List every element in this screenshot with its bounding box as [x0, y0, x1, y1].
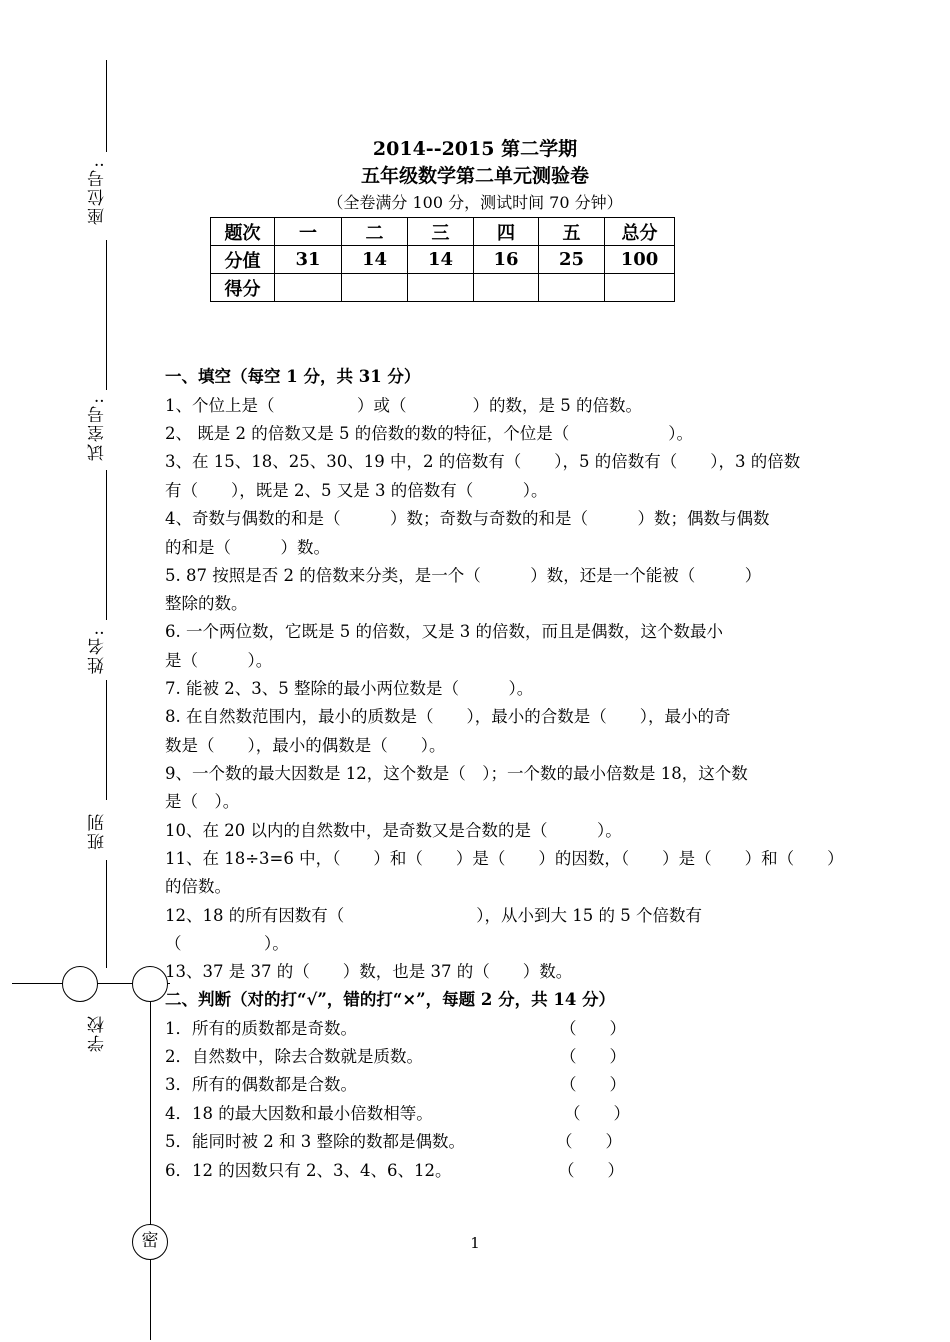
exam-subtitle: （全卷满分 100 分，测试时间 70 分钟）: [327, 193, 623, 212]
fill-line-12: 8. 在自然数范围内，最小的质数是（ ），最小的合数是（ ），最小的奇: [165, 707, 731, 726]
judge-item-6: 6．12 的因数只有 2、3、4、6、12。: [165, 1161, 452, 1180]
binding-line-name-bottom: [106, 680, 107, 800]
points-1: 31: [275, 246, 342, 274]
judge-item-5: 5．能同时被 2 和 3 整除的数都是偶数。: [165, 1132, 465, 1151]
col-header-3: 三: [408, 218, 474, 246]
fill-line-16: 10、在 20 以内的自然数中，是奇数又是合数的是（ ）。: [165, 821, 622, 840]
school-label: 学校: [88, 1014, 108, 1052]
seal-circle-left: [62, 966, 98, 1002]
fill-line-10: 是（ ）。: [165, 651, 273, 670]
fill-line-13: 数是（ ），最小的偶数是（ ）。: [165, 736, 446, 755]
row-header-question: 题次: [211, 218, 275, 246]
section2-title: 二、判断（对的打“√”，错的打“×”，每题 2 分，共 14 分）: [165, 990, 616, 1009]
fill-line-9: 6. 一个两位数，它既是 5 的倍数，又是 3 的倍数，而且是偶数，这个数最小: [165, 622, 723, 641]
class-label: 班别: [88, 812, 108, 850]
judge-item-3: 3．所有的偶数都是合数。: [165, 1075, 357, 1094]
judge-bracket-1[interactable]: （ ）: [560, 1019, 626, 1038]
fill-line-21: 13、37 是 37 的（ ）数，也是 37 的（ ）数。: [165, 962, 573, 981]
fill-line-14: 9、一个数的最大因数是 12，这个数是（ ）；一个数的最小倍数是 18，这个数: [165, 764, 748, 783]
judge-item-1: 1．所有的质数都是奇数。: [165, 1019, 357, 1038]
seal-char: 密: [141, 1231, 159, 1251]
name-label: 姓名:: [88, 628, 108, 674]
score-cell-3[interactable]: [408, 274, 474, 302]
page-number: 1: [470, 1234, 480, 1252]
score-table-row-points: [211, 246, 675, 274]
binding-line-room-bottom: [106, 470, 107, 620]
judge-bracket-6[interactable]: （ ）: [558, 1161, 624, 1180]
binding-line-class-bottom: [106, 860, 107, 968]
score-cell-5[interactable]: [539, 274, 605, 302]
judge-item-4: 4．18 的最大因数和最小倍数相等。: [165, 1104, 433, 1123]
points-total: 100: [605, 246, 675, 274]
seal-circle-right: [132, 966, 168, 1002]
exam-title: 五年级数学第二单元测验卷: [360, 165, 589, 187]
room-number-label: 试室号:: [88, 396, 108, 461]
fill-line-1: 1、个位上是（ ）或（ ）的数，是 5 的倍数。: [165, 396, 642, 415]
row-header-points: 分值: [211, 246, 275, 274]
section1-title: 一、填空（每空 1 分，共 31 分）: [165, 367, 421, 386]
score-table-row-score: [211, 274, 675, 302]
col-header-5: 五: [539, 218, 605, 246]
col-header-2: 二: [342, 218, 408, 246]
judge-bracket-3[interactable]: （ ）: [560, 1075, 626, 1094]
fill-line-7: 5. 87 按照是否 2 的倍数来分类，是一个（ ）数，还是一个能被（ ）: [165, 566, 762, 585]
fill-line-15: 是（ ）。: [165, 792, 240, 811]
seal-vertical-line: [150, 1000, 151, 1340]
points-4: 16: [474, 246, 539, 274]
score-table-row-question: [211, 218, 675, 246]
binding-line-seat-bottom: [106, 240, 107, 390]
fill-line-3: 3、在 15、18、25、30、19 中，2 的倍数有（ ），5 的倍数有（ ），3 的倍数: [165, 452, 801, 471]
fill-line-5: 4、奇数与偶数的和是（ ）数；奇数与奇数的和是（ ）数；偶数与偶数: [165, 509, 770, 528]
col-header-4: 四: [474, 218, 539, 246]
judge-bracket-4[interactable]: （ ）: [564, 1104, 630, 1123]
score-cell-2[interactable]: [342, 274, 408, 302]
col-header-total: 总分: [605, 218, 675, 246]
fill-line-17: 11、在 18÷3=6 中，（ ）和（ ）是（ ）的因数，（ ）是（ ）和（ ）: [165, 849, 844, 868]
fill-line-6: 的和是（ ）数。: [165, 538, 330, 557]
points-2: 14: [342, 246, 408, 274]
score-cell-1[interactable]: [275, 274, 342, 302]
fill-line-20: （ ）。: [165, 934, 289, 953]
points-3: 14: [408, 246, 474, 274]
fill-line-18: 的倍数。: [165, 877, 231, 896]
fill-line-11: 7. 能被 2、3、5 整除的最小两位数是（ ）。: [165, 679, 534, 698]
judge-bracket-2[interactable]: （ ）: [560, 1047, 626, 1066]
fill-line-8: 整除的数。: [165, 594, 248, 613]
fill-line-4: 有（ ），既是 2、5 又是 3 的倍数有（ ）。: [165, 481, 548, 500]
seat-number-label: 座位号:: [88, 160, 108, 225]
judge-bracket-5[interactable]: （ ）: [556, 1132, 622, 1151]
exam-term-title: 2014--2015 第二学期: [372, 138, 578, 160]
score-cell-4[interactable]: [474, 274, 539, 302]
fill-line-2: 2、 既是 2 的倍数又是 5 的倍数的数的特征，个位是（ ）。: [165, 424, 693, 443]
score-table: [210, 217, 675, 302]
row-header-score: 得分: [211, 274, 275, 302]
points-5: 25: [539, 246, 605, 274]
score-cell-total[interactable]: [605, 274, 675, 302]
fill-line-19: 12、18 的所有因数有（ ），从小到大 15 的 5 个倍数有: [165, 906, 702, 925]
judge-item-2: 2．自然数中，除去合数就是质数。: [165, 1047, 423, 1066]
col-header-1: 一: [275, 218, 342, 246]
